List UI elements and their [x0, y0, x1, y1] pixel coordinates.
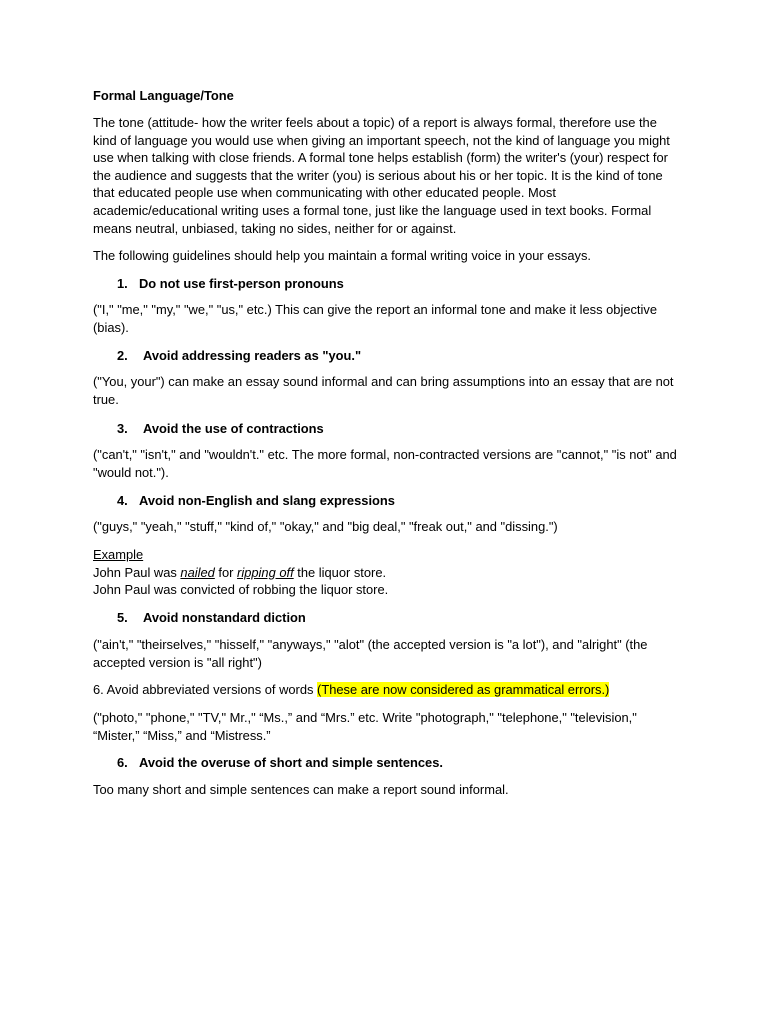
- example-block: [93, 546, 679, 599]
- guideline-6b-title: Avoid the overuse of short and simple sentences.: [139, 755, 443, 770]
- guideline-5-heading: [117, 609, 306, 627]
- guideline-3-body: ("can't," "isn't," and "wouldn't." etc. The more formal, non-contracted versions are "cannot," "is not" and "would not.").: [93, 447, 677, 480]
- guideline-6-title: 6. Avoid abbreviated versions of words: [93, 682, 318, 697]
- guideline-1-heading: [117, 275, 344, 293]
- grammar-error-highlight: (These are now considered as grammatical errors.): [317, 682, 610, 697]
- guideline-4-body: ("guys," "yeah," "stuff," "kind of," "okay," and "big deal," "freak out," and "dissing."): [93, 519, 558, 534]
- intro-paragraph: The tone (attitude- how the writer feels about a topic) of a report is always formal, therefore use the kind of language you would use when giving an important speech, not the kind of language you might use when talking with close friends. A formal tone helps establish (form) the writer's (your) respect for the audience and suggests that the writer (you) is serious about his or her topic. It is the kind of tone that educated people use when communicating with other educated people. Most academic/educational writing uses a formal tone, just like the language used in text books. Formal means neutral, unbiased, taking no sides, neither for or against.: [93, 115, 670, 236]
- guideline-6-short-sentences-body: Too many short and simple sentences can make a report sound informal.: [93, 782, 509, 797]
- example-text: for: [214, 564, 238, 580]
- guideline-6b-number: 6.: [117, 755, 128, 770]
- example-line-formal: John Paul was convicted of robbing the liquor store.: [93, 582, 389, 598]
- guideline-1-number: 1.: [117, 276, 128, 291]
- example-line-informal: [93, 564, 679, 582]
- guideline-6-abbreviations: [93, 681, 693, 699]
- guideline-2-body: ("You, your") can make an essay sound informal and can bring assumptions into an essay that are not true.: [93, 374, 674, 407]
- guideline-2-title: Avoid addressing readers as "you.": [143, 348, 362, 363]
- example-text: the liquor store.: [293, 564, 387, 580]
- guideline-5-title: Avoid nonstandard diction: [143, 610, 306, 625]
- guideline-5-number: 5.: [117, 610, 128, 625]
- guideline-4-number: 4.: [117, 493, 128, 508]
- guideline-2-heading: [117, 347, 361, 365]
- guideline-1-title: Do not use first-person pronouns: [139, 276, 344, 291]
- document-title: Formal Language/Tone: [93, 88, 234, 103]
- guideline-3-title: Avoid the use of contractions: [143, 421, 324, 436]
- guideline-4-heading: [117, 492, 395, 510]
- guideline-3-heading: [117, 420, 324, 438]
- guideline-1-body: ("I," "me," "my," "we," "us," etc.) This can give the report an informal tone and make it less objective (bias).: [93, 302, 657, 335]
- example-slang-ripping-off: ripping off: [237, 564, 294, 580]
- example-label: Example: [93, 547, 144, 562]
- guideline-2-number: 2.: [117, 348, 128, 363]
- example-text: John Paul was: [93, 564, 181, 580]
- guideline-5-body: ("ain't," "theirselves," "hisself," "anyways," "alot" (the accepted version is "a lot"), and "alright" (the accepted version is "all right"): [93, 637, 648, 670]
- guideline-3-number: 3.: [117, 421, 128, 436]
- guidelines-intro: The following guidelines should help you maintain a formal writing voice in your essays.: [93, 248, 591, 263]
- example-slang-nailed: nailed: [180, 564, 215, 580]
- guideline-4-title: Avoid non-English and slang expressions: [139, 493, 395, 508]
- guideline-6-abbreviations-body: ("photo," "phone," "TV," Mr.," “Ms.,” and “Mrs.” etc. Write "photograph," "telephone," "television," “Mister,” “Miss,” and “Mistress.”: [93, 710, 637, 743]
- guideline-6-short-sentences-heading: [117, 754, 443, 772]
